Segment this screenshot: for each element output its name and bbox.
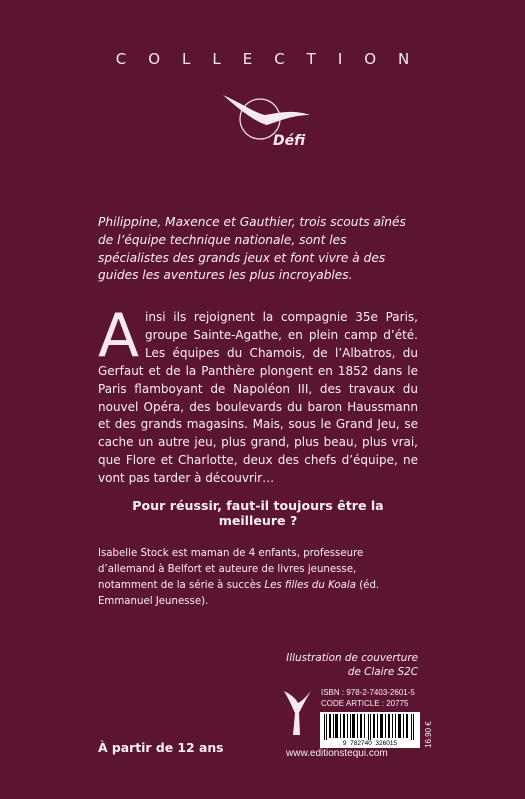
series-title: Les filles du Koala — [264, 580, 356, 591]
code-article: CODE ARTICLE : 20775 — [321, 699, 409, 708]
author-name: Isabelle Stock — [98, 548, 169, 559]
synopsis — [98, 301, 418, 488]
price: 16.90 € — [424, 721, 433, 748]
isbn-info — [321, 687, 415, 709]
dropcap: A — [98, 301, 140, 371]
barcode-digits: 9 782740 326015 — [342, 740, 398, 747]
tagline-question: Pour réussir, faut-il toujours être la meilleure ? — [132, 498, 384, 528]
illustration-credit-line2: de Claire S2C — [347, 666, 418, 678]
illustration-credit-line1: Illustration de couverture — [286, 652, 418, 664]
publisher-website: www.editionstequi.com — [286, 748, 388, 759]
author-bio — [98, 546, 418, 610]
barcode-bars — [322, 714, 418, 740]
author-text-after: (éd. Emmanuel Jeunesse). — [98, 580, 380, 607]
synopsis-text: insi ils rejoignent la compagnie 35e Paris, groupe Sainte-Agathe, en plein camp d’été. Les équipes du Chamois, de l’Albatros, du Gerfaut et de la Panthère plongent en 1852 dans le Paris flamboyant de Napoléon III, des travaux du nouvel Opéra, des boulevards du baron Haussmann et des grands magasins. Mais, sous le Grand Jeu, se cache un autre jeu, plus grand, plus beau, plus vrai, que Flore et Charlotte, deux des chefs d’équipe, ne vont pas tarder à découvrir… — [98, 310, 418, 486]
logo-text: Défi — [273, 133, 306, 149]
isbn-number: ISBN : 978-2-7403-2601-5 — [321, 688, 415, 697]
blurb-paragraph: Philippine, Maxence et Gauthier, trois scouts aînés de l’équipe technique nationale, sont les spécialistes des grands jeux et font vivre à des guides les aventures les plus incroyables. — [98, 215, 406, 283]
defi-logo — [215, 85, 315, 155]
barcode — [320, 712, 420, 748]
author-text-before: est maman de 4 enfants, professeure d’allemand à Belfort et auteure de livres jeunesse, notamment de la série à succès — [98, 548, 364, 591]
illustration-credit — [260, 651, 418, 679]
collection-label: COLLECTION — [115, 50, 432, 68]
age-label: À partir de 12 ans — [98, 740, 224, 755]
publisher-archangel-logo — [280, 687, 314, 739]
